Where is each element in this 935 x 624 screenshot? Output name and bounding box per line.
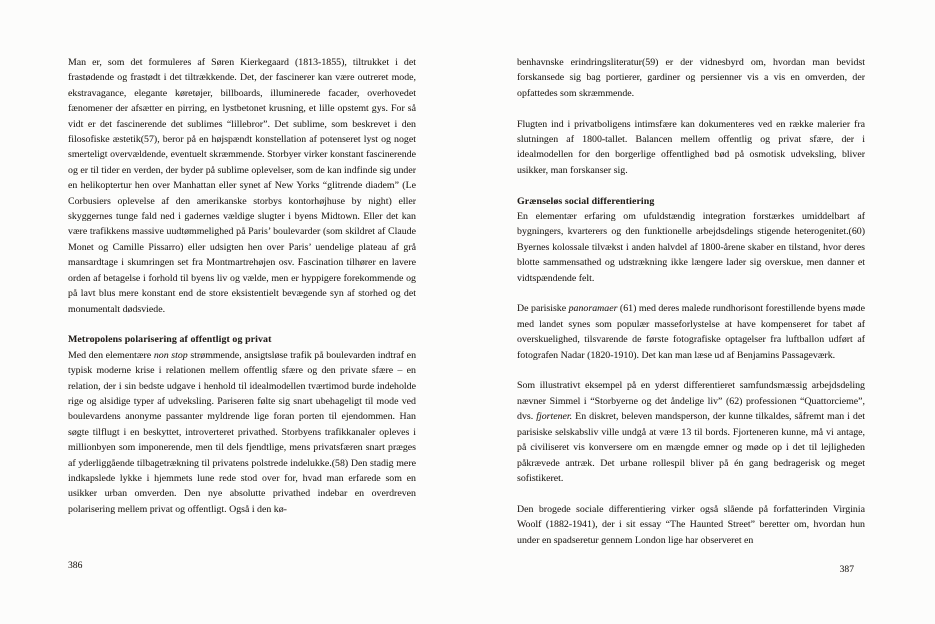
text-segment: Den brogede sociale differentiering virker også slående på forfatterinden Virginia Woolf (1882-1941), der i sit essay “The Haunted Street” beretter om, hvordan hun under en spadseretur gennem London lige har observeret en <box>517 503 865 546</box>
text-segment: (61) med deres malede rundhorisont forestillende byens møde med landet synes som populær masseforlystelse at have kompenseret for tabet af overskuelighed, tilsvarende de første fotografiske optagelser fra luftballon udført af fotografen Nadar (1820-1910). Det kan man læse ud af Benjamins Passageværk. <box>517 303 865 361</box>
page-number-left: 386 <box>68 560 83 571</box>
text-segment: En elementær erfaring om ufuldstændig integration forstærkes umiddelbart af bygningers, kvarterers og den funktionelle arbejdsdelings stigende heterogenitet.(60) Byernes kolossale tilvækst i anden halvdel af 1800-årene skaber en tilstand, hvor deres blotte sammensathed og udstrækning ikke længere lader sig overskue, men danner et vidtspændende felt. <box>517 211 865 284</box>
body-paragraph <box>517 502 865 548</box>
italic-text-segment: fjortener. <box>536 411 573 423</box>
text-segment: De parisiske <box>517 303 569 315</box>
section-heading <box>517 194 865 209</box>
section-heading <box>68 332 416 347</box>
italic-text-segment: non stop <box>153 349 188 361</box>
text-segment: strømmende, ansigtsløse trafik på boulevarden indtraf en typisk moderne krise i relationen mellem offentlig sfære og den private sfære – en relation, der i sin bedste udgave i henhold til idealmodellen tværtimod burde indeholde rige og alsidige typer af udveksling. Pariseren følte sig snart ubehageligt til mode ved boulevardens anonyme passanter myldrende lige foran porten til ejendommen. Han søgte tilflugt i en beskyttet, introverteret privathed. Storbyens trafikkanaler opleves i millionbyen som imponerende, men til dels fjendtlige, mens privatsfæren snart præges af yderliggående tilbagetrækning til privatens polstrede indelukke.(58) Den stadig mere indkapslede lykke i hjemmets lune rede stod over for, hvad man erfarede som en usikker urban omverden. Den nye absolutte privathed indebar en overdreven polarisering mellem privat og offentligt. Også i den kø- <box>68 349 417 515</box>
body-paragraph <box>517 378 865 486</box>
body-paragraph <box>517 301 865 363</box>
body-paragraph <box>68 55 416 317</box>
body-paragraph <box>517 209 865 286</box>
text-segment: Grænseløs social differentiering <box>517 195 655 207</box>
text-segment: benhavnske erindringsliteratur(59) er der vidnesbyrd om, hvordan man bevidst forskansede sig bag portierer, gardiner og persienner vis a vis en omverden, der opfattedes som skræmmende. <box>517 57 865 99</box>
page-number-right: 387 <box>839 564 854 575</box>
text-segment: Med den elementære <box>68 349 154 361</box>
text-segment: En diskret, beleven mandsperson, der kunne tilkaldes, såfremt man i det parisiske selskabsliv ville undgå at være 13 til bords. Fjorteneren kunne, må vi antage, på civiliseret vis konversere om en mængde emner og møde op i det til lejligheden påkrævede antræk. Det urbane rollespil bliver på én gang bedragerisk og meget sofistikeret. <box>517 411 865 484</box>
text-segment: Metropolens polarisering af offentligt og privat <box>68 334 272 346</box>
right-page-text-column <box>517 55 865 548</box>
body-paragraph <box>68 348 416 517</box>
body-paragraph <box>517 55 865 101</box>
text-segment: Flugten ind i privatboligens intimsfære kan dokumenteres ved en række malerier fra slutningen af 1800-tallet. Balancen mellem offentlig og privat sfære, der i idealmodellen for den borgerlige offentlighed bød på osmotisk udveksling, bliver usikker, man forskanser sig. <box>517 118 865 176</box>
text-segment: Man er, som det formuleres af Søren Kierkegaard (1813-1855), tiltrukket i det frastødende og frastødt i det tiltrækkende. Det, der fascinerer kan være outreret mode, ekstravagance, elegante køretøjer, billboards, illuminerede facader, overhovedet fænomener der afsætter en pirring, en lystbetonet krusning, et lille opstemt gys. For så vidt er det fascinerende det sublimes “lillebror”. Det sublime, som beskrevet i den filosofiske æstetik(57), beror på en højspændt konstellation af potenseret lyst og noget smerteligt overvældende, eventuelt skræmmende. Storbyer virker konstant fascinerende og er til tider en verden, der byder på sublime oplevelser, som de kan indfinde sig under en helikoptertur hen over Manhattan eller synet af New Yorks “glitrende diadem” (Le Corbusiers oplevelse af den amerikanske storbys kontorhøjhuse by night) eller skyggernes tunge fald ned i gadernes vældige slugter i byens Midtown. Eller det kan være trafikkens massive uudtømmelighed på Paris’ boulevarder (som skildret af Claude Monet og Camille Pissarro) eller udsigten hen over Paris’ uendelige plateau af grå mansardtage i skumringen set fra Montmartrehøjen osv. Fascination tilhører en lavere orden af betagelse i forhold til byens liv og vælde, men er hyppigere forekommende og på lavt blus mere konstant end de store eksistentielt bevægende syn af storhed og det monumentalt dødsviede. <box>68 57 416 315</box>
left-page-text-column <box>68 55 416 517</box>
body-paragraph <box>517 117 865 179</box>
text-segment: Som illustrativt eksempel på en yderst differentieret samfundsmæssig arbejdsdeling nævner Simmel i “Storbyerne og det åndelige liv” (62) professionen “Quattorcieme”, dvs. <box>517 380 865 423</box>
italic-text-segment: panoramaer <box>568 303 618 315</box>
